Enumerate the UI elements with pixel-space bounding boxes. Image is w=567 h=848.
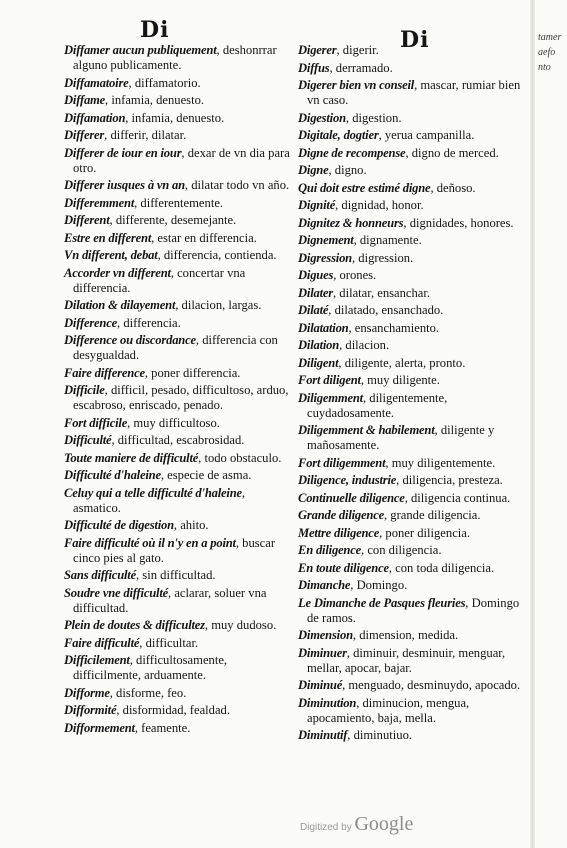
dictionary-entry [64,248,292,263]
entry-headword: Difficile [64,383,105,397]
dictionary-entry [64,366,292,381]
entry-translation: , Domingo. [350,578,408,592]
edge-fragment [538,210,567,225]
entry-headword: Diligence, industrie [298,473,397,487]
entry-translation: , dilatar, ensanchar. [332,285,431,300]
edge-fragment [538,405,567,420]
right-column [298,43,524,746]
entry-translation: , difficil, pesado, difficultoso, arduo, escabroso, enriscado, penado. [73,383,289,412]
entry-translation: , mascar, rumiar bien vn caso. [307,78,521,107]
edge-fragment [538,450,567,465]
entry-headword: Diminutif [298,728,348,742]
entry-translation: , poner diligencia. [379,525,471,540]
entry-translation: , grande diligencia. [384,508,481,522]
edge-fragment [538,270,567,285]
dictionary-entry [64,721,292,736]
entry-headword: Difformement [64,720,135,735]
dictionary-entry [64,383,292,413]
entry-translation: , dignidades, honores. [403,215,514,230]
entry-translation: , diligente, alerta, pronto. [338,355,466,370]
entry-headword: Diminué [298,678,343,692]
entry-headword: Fort difficile [64,415,128,430]
entry-headword: Digerer [298,43,337,57]
entry-headword: Dignement [298,233,354,247]
entry-headword: Differemment [64,195,135,210]
digitized-label: Digitized by [300,822,352,833]
entry-translation: , deshonrrar alguno publicamente. [73,43,277,72]
entry-translation: , difficultar. [139,635,199,650]
entry-headword: Digerer bien vn conseil [298,78,415,92]
dictionary-entry [298,268,524,283]
entry-headword: Diffus [298,60,330,75]
entry-headword: Faire difficulté [64,635,140,650]
dictionary-entry [64,518,292,533]
edge-fragment [538,75,567,90]
entry-headword: Difficulté [64,433,112,447]
edge-fragment [538,345,567,360]
entry-headword: Digues [298,268,334,282]
dictionary-entry [298,578,524,593]
dictionary-entry [298,321,524,336]
edge-fragment [538,255,567,270]
edge-fragment [538,435,567,450]
dictionary-entry [298,286,524,301]
entry-headword: Difforme [64,685,110,700]
dictionary-entry [298,163,524,178]
entry-headword: Estre en different [64,230,152,245]
entry-translation: , digno. [328,163,367,177]
edge-fragment [538,300,567,315]
entry-headword: Grande diligence [298,508,384,522]
dictionary-entry [298,508,524,523]
entry-translation: , muy diligentemente. [385,455,496,470]
entry-translation: , diligentemente, cuydadosamente. [307,390,448,420]
entry-translation: , buscar cinco pies al gato. [73,535,276,565]
entry-headword: Soudre vne difficulté [64,585,169,600]
dictionary-entry [64,111,292,126]
entry-headword: Mettre diligence [298,525,380,540]
dictionary-entry [298,456,524,471]
edge-fragment [538,390,567,405]
entry-translation: , concertar vna differencia. [73,265,246,295]
dictionary-entry [298,473,524,488]
dictionary-entry [64,333,292,363]
running-head-right: Di [400,27,430,53]
entry-translation: , digno de merced. [405,145,499,160]
dictionary-entry [298,181,524,196]
edge-fragment [538,240,567,255]
entry-headword: Diffamer aucun publiquement [64,43,217,57]
entry-translation: , diminutiuo. [347,728,413,742]
dictionary-entry [64,316,292,331]
edge-fragment [538,150,567,165]
dictionary-entry [298,146,524,161]
entry-headword: Dilater [298,285,333,300]
dictionary-entry [64,266,292,296]
dictionary-entry [64,686,292,701]
edge-fragment [538,315,567,330]
dictionary-entry [64,43,292,73]
dictionary-entry [64,178,292,193]
edge-fragment [538,360,567,375]
entry-headword: Le Dimanche de Pasques fleuries [298,595,466,610]
entry-headword: Plein de doutes & difficultez [64,618,205,632]
edge-fragment [538,465,567,480]
entry-headword: Differer [64,128,105,142]
dictionary-entry [298,216,524,231]
entry-translation: , sin difficultad. [136,568,216,582]
entry-headword: Difficilement [64,653,130,667]
entry-headword: Dilation [298,338,340,352]
edge-fragment [538,195,567,210]
entry-headword: Dilation & dilayement [64,298,176,312]
entry-translation: , Domingo de ramos. [307,595,520,625]
entry-translation: , especie de asma. [160,468,252,482]
entry-translation: , difficultad, escabrosidad. [111,433,245,447]
entry-translation: , dilatar todo vn año. [184,178,290,192]
entry-translation: , differencia, contienda. [157,248,277,262]
entry-translation: , dignamente. [353,233,422,247]
edge-fragment [538,330,567,345]
entry-headword: Dignité [298,198,336,212]
entry-headword: Difficulté d'haleine [64,468,161,482]
entry-translation: , asmatico. [73,485,246,515]
dictionary-entry [64,586,292,616]
dictionary-entry [298,338,524,353]
entry-translation: , ahito. [173,518,209,532]
entry-translation: , dimension, medida. [352,628,459,642]
entry-translation: , dexar de vn dia para otro. [73,145,290,175]
edge-fragment [538,180,567,195]
entry-headword: Vn different, debat [64,248,158,262]
dictionary-entry [64,433,292,448]
dictionary-entry [64,703,292,718]
edge-fragment [538,105,567,120]
entry-headword: Diligemment & habilement [298,423,435,437]
entry-translation: , diminuir, desminuir, menguar, mellar, apocar, bajar. [307,645,506,675]
entry-translation: , disformidad, fealdad. [116,703,231,717]
left-column [64,43,292,738]
edge-fragment [538,285,567,300]
entry-translation: , poner differencia. [144,365,241,380]
entry-headword: Toute maniere de difficulté [64,450,199,465]
edge-fragment [538,495,567,510]
dictionary-entry [64,146,292,176]
dictionary-entry [64,468,292,483]
edge-fragment: nto [538,62,551,73]
dictionary-entry [64,486,292,516]
entry-translation: , muy diligente. [360,373,440,387]
entry-headword: Digne [298,163,329,177]
edge-fragment [538,135,567,150]
dictionary-entry [298,561,524,576]
entry-translation: , orones. [333,268,377,282]
entry-headword: Fort diligent [298,373,361,387]
running-head-left: Di [140,17,170,43]
entry-headword: Dignitez & honneurs [298,215,404,230]
dictionary-entry [64,568,292,583]
edge-fragment [538,165,567,180]
dictionary-entry [64,298,292,313]
entry-headword: Diffame [64,93,106,107]
entry-translation: , dilacion, largas. [175,298,262,312]
entry-headword: Difference [64,315,118,330]
dictionary-entry [64,416,292,431]
dictionary-entry [298,43,524,58]
entry-headword: Diligent [298,355,339,370]
dictionary-entry [64,536,292,566]
entry-translation: , con diligencia. [361,543,442,557]
edge-fragment [538,420,567,435]
entry-translation: , derramado. [329,60,393,75]
entry-translation: , diligente y mañosamente. [307,423,495,452]
entry-translation: , feamente. [134,720,191,735]
entry-headword: Dilaté [298,303,329,317]
entry-translation: , infamia, denuesto. [105,93,205,107]
entry-translation: , differir, dilatar. [104,128,187,142]
entry-headword: Continuelle diligence [298,490,405,505]
dictionary-entry [64,76,292,91]
entry-headword: Dimanche [298,578,351,592]
entry-translation: , muy dudoso. [204,618,277,632]
google-logo: Google [354,813,414,835]
page-gutter [530,0,535,848]
entry-translation: , muy difficultoso. [127,415,220,430]
entry-translation: , differente, desemejante. [109,213,237,227]
entry-headword: Different [64,213,110,227]
entry-headword: Faire difficulté où il n'y en a point [64,535,236,550]
entry-headword: Fort diligemment [298,455,386,470]
entry-translation: , diligencia, presteza. [396,473,503,487]
dictionary-entry [298,233,524,248]
entry-headword: En diligence [298,543,362,557]
entry-headword: Digitale, dogtier [298,128,379,142]
edge-fragment [538,225,567,240]
entry-translation: , deñoso. [430,180,476,195]
entry-headword: Diffamatoire [64,75,129,90]
entry-translation: , menguado, desminuydo, apocado. [342,678,521,692]
entry-translation: , infamia, denuesto. [125,110,225,125]
edge-fragment: aefo [538,47,556,58]
entry-translation: , dignidad, honor. [335,198,424,212]
entry-headword: Accorder vn different [64,265,171,280]
entry-headword: En toute diligence [298,560,389,575]
entry-headword: Diligemment [298,390,363,405]
dictionary-entry [298,646,524,676]
entry-headword: Digne de recompense [298,145,406,160]
entry-translation: , dilacion. [339,338,390,352]
entry-translation: , estar en differencia. [151,230,257,245]
dictionary-entry [298,423,524,453]
entry-translation: , diminucion, mengua, apocamiento, baja, mella. [307,695,470,725]
entry-headword: Difformité [64,703,117,717]
entry-translation: , con toda diligencia. [388,560,495,575]
entry-headword: Differer de iour en iour [64,145,182,160]
dictionary-entry [298,543,524,558]
dictionary-entry [64,213,292,228]
facing-page-edge [538,30,567,790]
dictionary-entry [298,198,524,213]
entry-headword: Dilatation [298,320,349,335]
entry-translation: , disforme, feo. [109,685,187,700]
entry-translation: , differencia con desygualdad. [73,333,278,362]
entry-headword: Faire difference [64,365,145,380]
entry-translation: , differencia. [117,315,181,330]
dictionary-entry [64,128,292,143]
dictionary-entry [298,491,524,506]
dictionary-entry [64,196,292,211]
entry-translation: , digestion. [345,110,402,125]
entry-headword: Diminution [298,695,357,710]
entry-headword: Difference ou discordance [64,333,196,347]
dictionary-entry [298,128,524,143]
dictionary-entry [298,356,524,371]
dictionary-entry [64,451,292,466]
entry-headword: Sans difficulté [64,568,136,582]
dictionary-entry [298,696,524,726]
dictionary-entry [298,678,524,693]
dictionary-entry [298,303,524,318]
entry-headword: Digestion [298,110,346,125]
dictionary-entry [298,728,524,743]
dictionary-entry [298,251,524,266]
entry-headword: Diffamation [64,110,126,125]
entry-headword: Digression [298,250,352,265]
dictionary-entry [64,93,292,108]
entry-translation: , aclarar, soluer vna difficultad. [73,585,267,615]
dictionary-entry [64,618,292,633]
entry-translation: , difficultosamente, difficilmente, arduamente. [73,653,228,682]
entry-headword: Qui doit estre estimé digne [298,180,431,195]
entry-translation: , digerir. [336,43,379,57]
entry-translation: , diffamatorio. [128,75,201,90]
entry-translation: , digression. [351,250,414,265]
dictionary-entry [64,653,292,683]
entry-translation: , yerua campanilla. [378,128,475,142]
entry-headword: Differer iusques à vn an [64,178,185,192]
digitized-watermark [300,813,413,836]
entry-translation: , differentemente. [134,195,224,210]
edge-fragment: tamer [538,32,562,43]
entry-translation: , todo obstaculo. [198,450,282,465]
dictionary-entry [298,373,524,388]
edge-fragment [538,120,567,135]
dictionary-entry [64,636,292,651]
dictionary-entry [298,628,524,643]
edge-fragment [538,90,567,105]
dictionary-entry [298,111,524,126]
dictionary-entry [298,61,524,76]
dictionary-entry [298,596,524,626]
entry-translation: , ensanchamiento. [348,320,440,335]
entry-translation: , diligencia continua. [404,490,511,505]
dictionary-entry [298,391,524,421]
entry-headword: Celuy qui a telle difficulté d'haleine [64,485,242,500]
entry-translation: , dilatado, ensanchado. [328,303,444,317]
dictionary-entry [298,526,524,541]
dictionary-entry [298,78,524,108]
edge-fragment [538,480,567,495]
entry-headword: Difficulté de digestion [64,518,174,532]
edge-fragment [538,375,567,390]
entry-headword: Dimension [298,628,353,642]
entry-headword: Diminuer [298,645,347,660]
dictionary-entry [64,231,292,246]
